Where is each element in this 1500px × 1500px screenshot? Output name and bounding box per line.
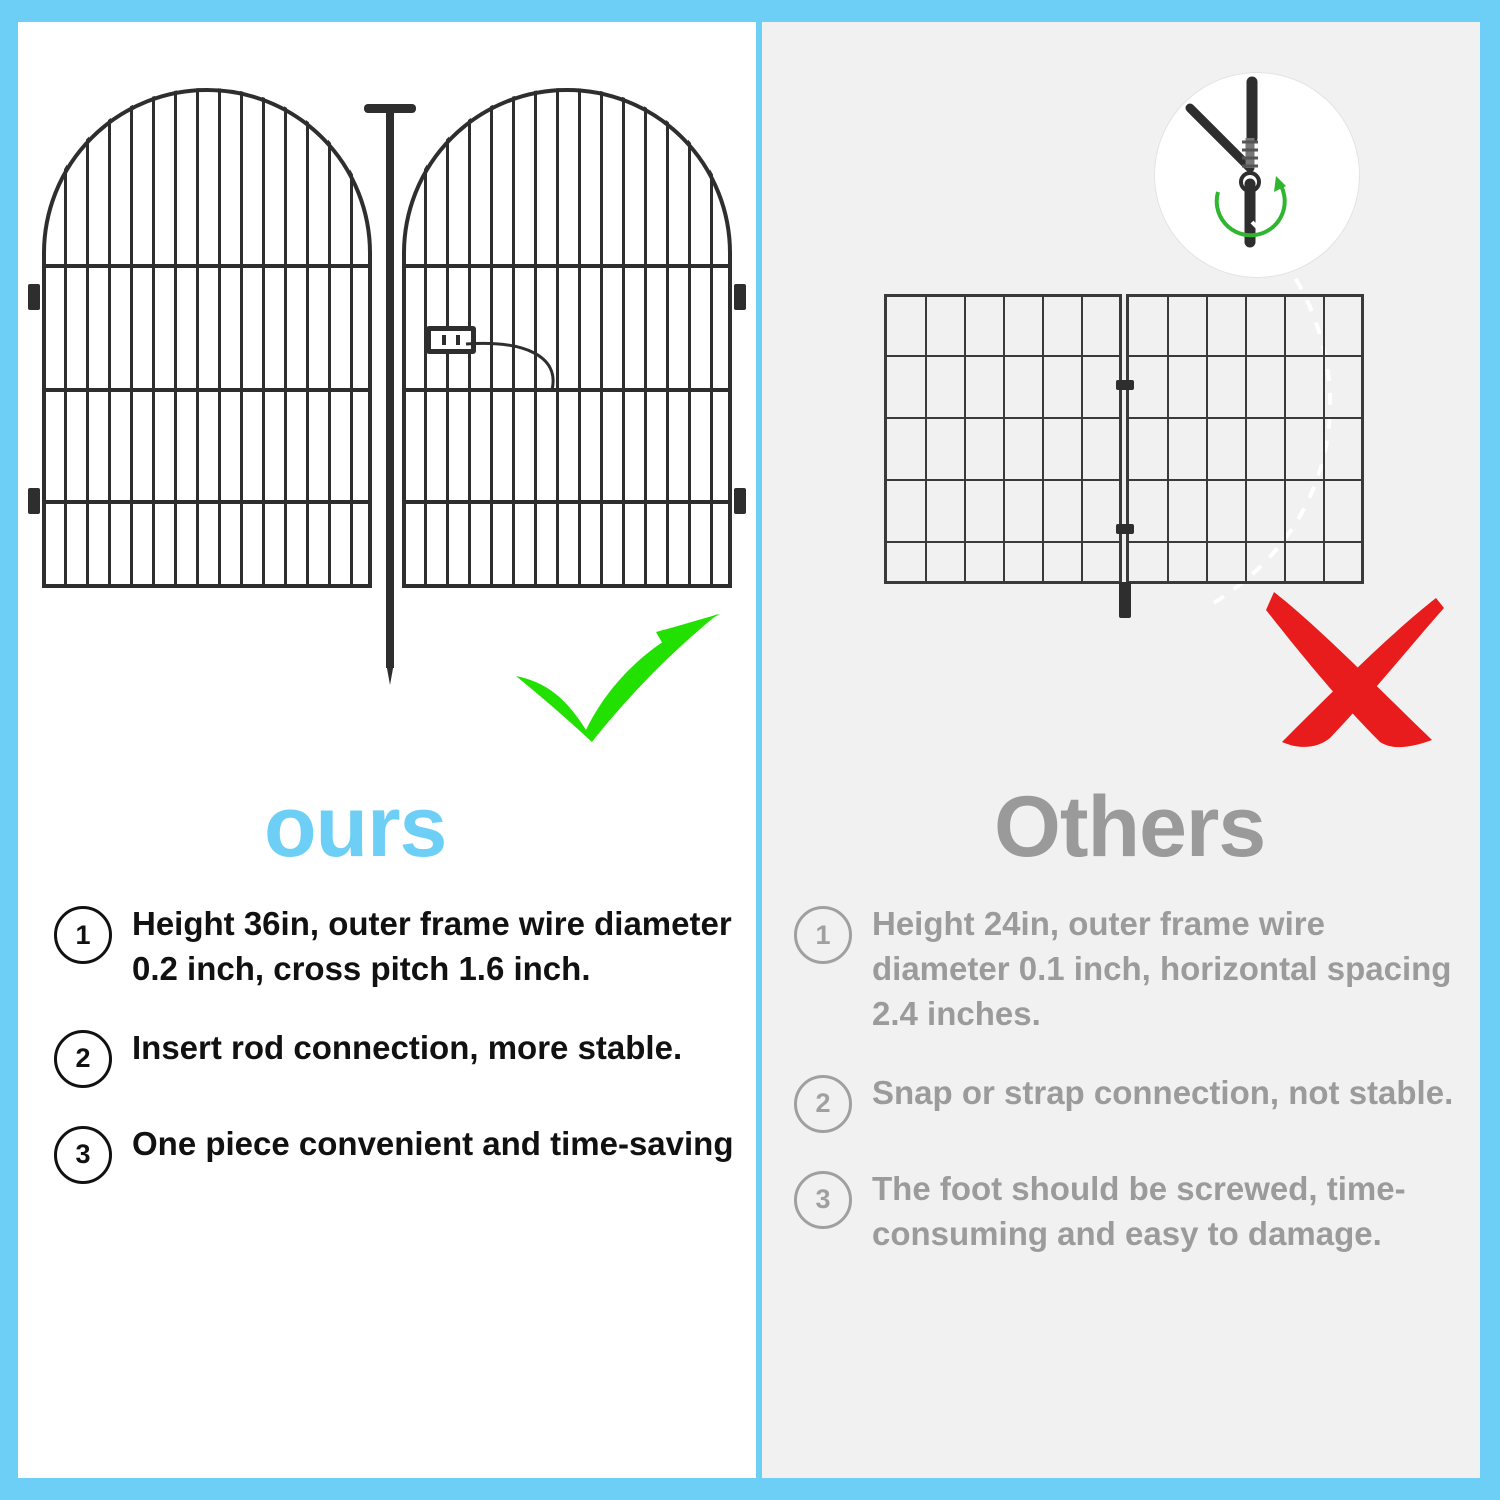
bullet-number: 1: [794, 906, 852, 964]
strap-connector: [1116, 524, 1134, 534]
list-item: [794, 1167, 1454, 1257]
ours-feature-list: [54, 902, 734, 1218]
others-product-illustration: [762, 22, 1480, 782]
clip-wire-icon: [464, 338, 584, 398]
bullet-number: 3: [794, 1171, 852, 1229]
panel-others: [762, 22, 1480, 1478]
bullet-text: Height 24in, outer frame wire diameter 0.1 inch, horizontal spacing 2.4 inches.: [872, 905, 1452, 1032]
strap-connector: [1116, 380, 1134, 390]
ground-stake-tab: [734, 488, 746, 514]
bullet-number: 3: [54, 1126, 112, 1184]
ours-title: ours: [264, 779, 447, 875]
grid-panel-left: [884, 294, 1122, 584]
fence-leaf-left: [42, 88, 372, 588]
bullet-text: Height 36in, outer frame wire diameter 0.2 inch, cross pitch 1.6 inch.: [132, 905, 732, 987]
ours-product-illustration: [18, 22, 756, 782]
panel-ours: [18, 22, 756, 1478]
green-check-icon: [506, 612, 726, 742]
others-feature-list: [794, 902, 1454, 1290]
list-item: [54, 902, 734, 992]
ground-stake-tab: [734, 284, 746, 310]
insert-rod: [386, 108, 394, 668]
ours-fence-graphic: [34, 88, 744, 608]
fence-arch-frame-left: [42, 88, 372, 588]
list-item: [794, 1071, 1454, 1133]
bullet-text: One piece convenient and time-saving: [132, 1124, 734, 1162]
list-item: [794, 902, 1454, 1037]
screw-foot-post: [1119, 582, 1131, 618]
bullet-text: Snap or strap connection, not stable.: [872, 1073, 1454, 1111]
others-fence-graphic: [884, 294, 1364, 584]
bullet-number: 1: [54, 906, 112, 964]
bullet-text: The foot should be screwed, time-consuming and easy to damage.: [872, 1169, 1406, 1252]
ground-stake-tab: [28, 284, 40, 310]
ground-stake-tab: [28, 488, 40, 514]
red-cross-icon: [1260, 582, 1450, 752]
list-item: [54, 1026, 734, 1088]
bullet-number: 2: [794, 1075, 852, 1133]
bullet-text: Insert rod connection, more stable.: [132, 1028, 683, 1066]
list-item: [54, 1122, 734, 1184]
bullet-number: 2: [54, 1030, 112, 1088]
insert-rod-tip: [386, 663, 394, 685]
grid-panel-right: [1126, 294, 1364, 584]
others-title: Others: [994, 779, 1266, 875]
